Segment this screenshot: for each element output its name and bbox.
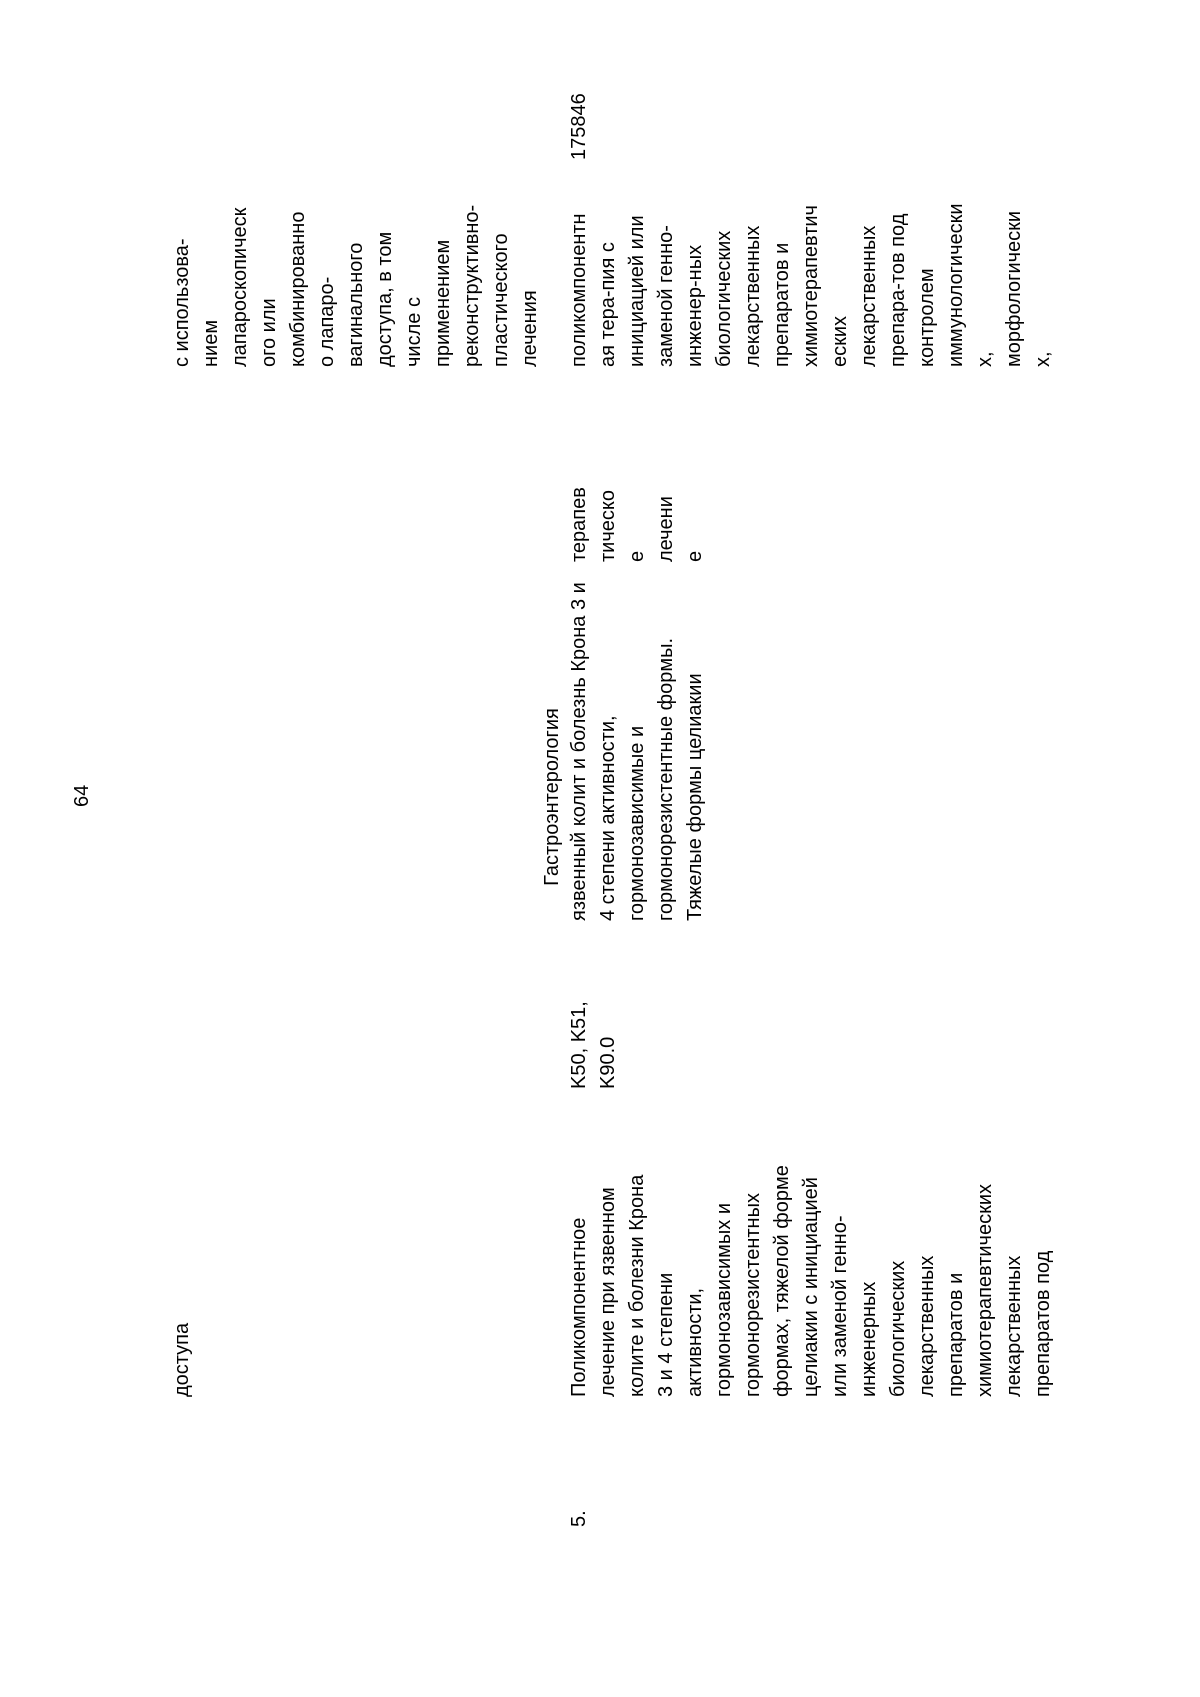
row-number: 5. [568,1510,590,1527]
row-treatment-type: терапев тическо е лечени е [568,487,706,562]
row-treatment-method: поликомпонентн ая тера-пия с инициацией или заменой генно- инженер-ных биологических лекарственных препаратов и химиотерапевтич еских лекарственных препара-тов под контролем иммунологически х, морфологически х, [568,203,1054,367]
prev-row-method-tail: доступа [171,1322,193,1397]
row-patient-model: язвенный колит и болезнь Крона 3 и 4 степени активности, гормонозависимые и гормонорезистентные формы. Тяжелые формы целиакии [568,582,706,921]
row-method: Поликомпонентное лечение при язвенном колите и болезни Крона 3 и 4 степени активности, гормонозависимых и гормонорезистентных формах, тяжелой форме целиакии с инициацией или заменой генно- инженерных биологических лекарственных препаратов и химиотерапевтических лекарственных препаратов под [568,1165,1054,1397]
section-title: Гастроэнтерология [541,708,563,886]
prev-row-treatment-tail: с использова- нием лапароскопическ ого или комбинированно о лапаро- вагинального доступа, в том числе с применением реконструктивно- пластического лечения [171,204,541,367]
page-number: 64 [71,784,93,807]
row-cost: 175846 [568,93,590,160]
row-icd-codes: K50, K51, K90.0 [568,1001,619,1089]
